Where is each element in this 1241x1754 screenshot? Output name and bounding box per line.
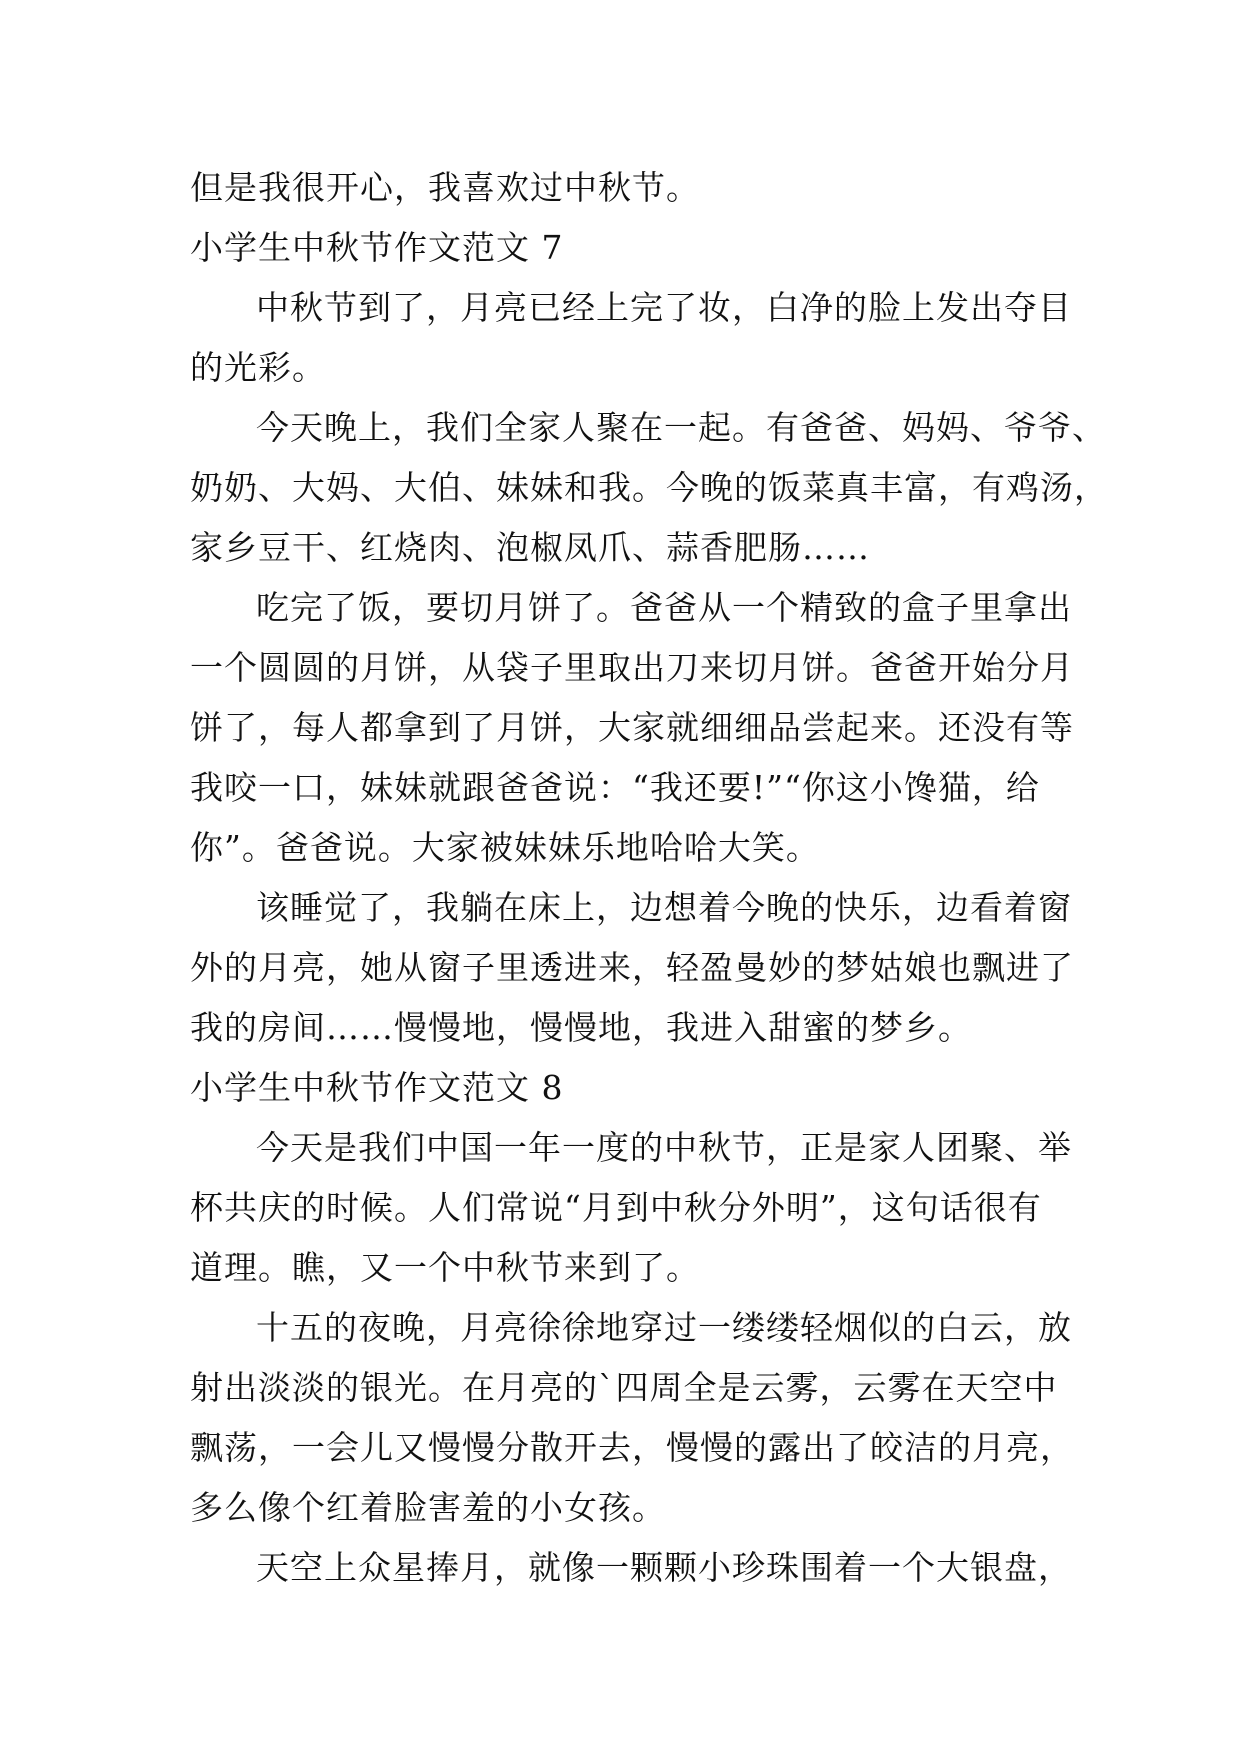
paragraph-line: 我咬一口，妹妹就跟爸爸说：“我还要!”“你这小馋猫，给 <box>190 768 1040 807</box>
paragraph-line: 杯共庆的时候。人们常说“月到中秋分外明”，这句话很有 <box>190 1188 1042 1227</box>
paragraph-line: 家乡豆干、红烧肉、泡椒凤爪、蒜香肥肠…… <box>190 528 870 567</box>
paragraph-line: 中秋节到了，月亮已经上完了妆，白净的脸上发出夺目 <box>256 288 1072 327</box>
paragraph-line: 今天晚上，我们全家人聚在一起。有爸爸、妈妈、爷爷、 <box>256 408 1106 447</box>
paragraph-line: 饼了，每人都拿到了月饼，大家就细细品尝起来。还没有等 <box>190 708 1074 747</box>
text-line: 但是我很开心，我喜欢过中秋节。 <box>190 168 700 207</box>
paragraph-line: 外的月亮，她从窗子里透进来，轻盈曼妙的梦姑娘也飘进了 <box>190 948 1074 987</box>
paragraph-line: 奶奶、大妈、大伯、妹妹和我。今晚的饭菜真丰富，有鸡汤， <box>190 468 1108 507</box>
section-heading-8: 小学生中秋节作文范文 8 <box>190 1068 564 1107</box>
paragraph-line: 吃完了饭，要切月饼了。爸爸从一个精致的盒子里拿出 <box>256 588 1072 627</box>
paragraph-line: 飘荡，一会儿又慢慢分散开去，慢慢的露出了皎洁的月亮， <box>190 1428 1074 1467</box>
paragraph-line: 十五的夜晚，月亮徐徐地穿过一缕缕轻烟似的白云，放 <box>256 1308 1072 1347</box>
section-heading-7: 小学生中秋节作文范文 7 <box>190 228 564 267</box>
paragraph-line: 射出淡淡的银光。在月亮的`四周全是云雾，云雾在天空中 <box>190 1368 1058 1407</box>
paragraph-line: 一个圆圆的月饼，从袋子里取出刀来切月饼。爸爸开始分月 <box>190 648 1074 687</box>
paragraph-line: 道理。瞧，又一个中秋节来到了。 <box>190 1248 700 1287</box>
paragraph-line: 多么像个红着脸害羞的小女孩。 <box>190 1488 666 1527</box>
paragraph-line: 的光彩。 <box>190 348 326 387</box>
paragraph-line: 你”。爸爸说。大家被妹妹乐地哈哈大笑。 <box>190 828 820 867</box>
paragraph-line: 今天是我们中国一年一度的中秋节，正是家人团聚、举 <box>256 1128 1072 1167</box>
paragraph-line: 该睡觉了，我躺在床上，边想着今晚的快乐，边看着窗 <box>256 888 1072 927</box>
paragraph-line: 天空上众星捧月，就像一颗颗小珍珠围着一个大银盘， <box>256 1548 1072 1587</box>
paragraph-line: 我的房间……慢慢地，慢慢地，我进入甜蜜的梦乡。 <box>190 1008 972 1047</box>
document-body <box>190 158 1108 1598</box>
